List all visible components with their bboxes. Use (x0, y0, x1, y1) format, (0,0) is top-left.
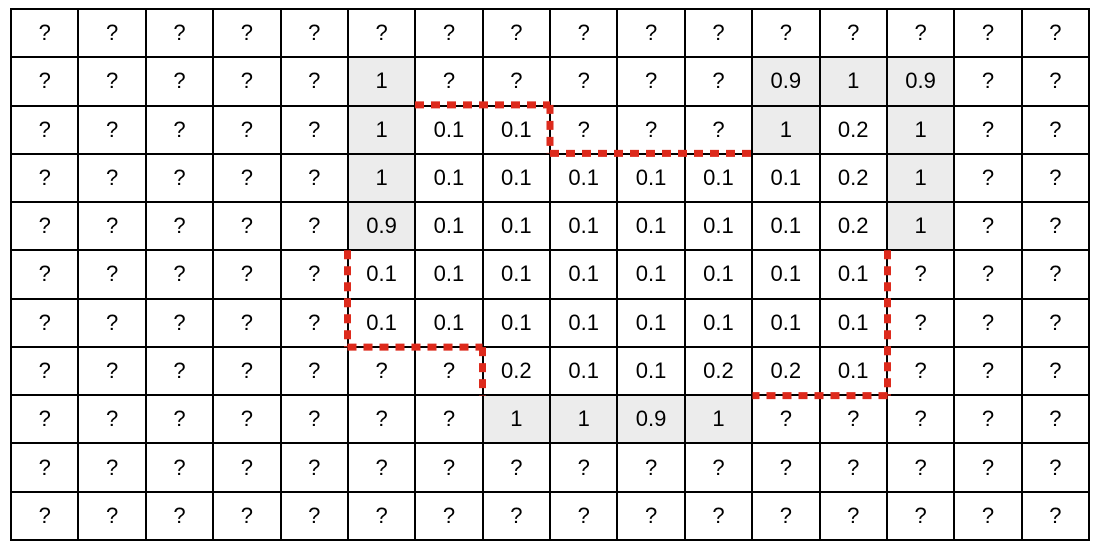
grid-cell: ? (955, 444, 1022, 492)
grid-cell: ? (1023, 203, 1090, 251)
grid-cell: ? (349, 396, 416, 444)
grid-cell: ? (214, 396, 281, 444)
grid-cell: 1 (888, 203, 955, 251)
grid-cell: ? (955, 203, 1022, 251)
grid-cell: ? (214, 58, 281, 106)
grid-cell: ? (888, 396, 955, 444)
grid-cell: ? (282, 396, 349, 444)
grid-cell: ? (888, 300, 955, 348)
grid-cell: ? (753, 10, 820, 58)
grid-cell: ? (821, 493, 888, 541)
grid-cell: ? (214, 300, 281, 348)
grid-cell: ? (214, 10, 281, 58)
grid-cell: 0.1 (484, 251, 551, 299)
grid-cell: 1 (753, 107, 820, 155)
grid-cell: 1 (484, 396, 551, 444)
occupancy-grid-diagram (10, 8, 1090, 541)
grid-cell: ? (955, 10, 1022, 58)
grid-cell: 0.1 (484, 155, 551, 203)
grid-cell: ? (349, 493, 416, 541)
grid-cell: ? (12, 251, 79, 299)
grid-cell: ? (214, 203, 281, 251)
grid-cell: 0.9 (753, 58, 820, 106)
grid-cell: 0.1 (686, 300, 753, 348)
grid-cell: ? (1023, 396, 1090, 444)
grid-cell: ? (79, 251, 146, 299)
grid-cell: ? (416, 493, 483, 541)
grid-cell: ? (551, 107, 618, 155)
grid-cell: ? (686, 58, 753, 106)
grid-cell: ? (955, 251, 1022, 299)
grid-cell: 0.1 (618, 251, 685, 299)
grid-cell: 0.2 (484, 348, 551, 396)
grid-cell: ? (551, 10, 618, 58)
grid-cell: ? (12, 396, 79, 444)
grid-cell: ? (147, 396, 214, 444)
grid-cell: 0.2 (753, 348, 820, 396)
grid-cell: ? (282, 493, 349, 541)
grid-cell: 0.1 (753, 251, 820, 299)
grid-cell: ? (1023, 107, 1090, 155)
grid-cell: 0.1 (753, 300, 820, 348)
grid-cell: ? (484, 58, 551, 106)
grid-cell: 1 (349, 58, 416, 106)
grid-cell: 0.1 (416, 300, 483, 348)
grid-cell: 0.1 (416, 203, 483, 251)
grid-cell: 0.1 (349, 300, 416, 348)
grid-cell: ? (955, 493, 1022, 541)
grid-cell: ? (955, 107, 1022, 155)
grid-cell: ? (821, 396, 888, 444)
grid-cell: 0.1 (821, 300, 888, 348)
grid-cell: 0.9 (888, 58, 955, 106)
grid-cell: 0.1 (618, 300, 685, 348)
grid-cell: ? (214, 155, 281, 203)
grid-cell: 0.2 (821, 155, 888, 203)
grid-cell: ? (484, 444, 551, 492)
grid-cell: 1 (686, 396, 753, 444)
grid-cell: ? (79, 493, 146, 541)
grid-cell: 0.2 (821, 107, 888, 155)
grid-cell: ? (12, 300, 79, 348)
grid-cell: ? (1023, 155, 1090, 203)
grid-cell: ? (12, 203, 79, 251)
grid-cell: ? (147, 348, 214, 396)
grid-cell: 1 (821, 58, 888, 106)
grid-cell: ? (416, 348, 483, 396)
grid-cell: ? (955, 155, 1022, 203)
grid-cell: ? (753, 493, 820, 541)
grid-cell: ? (282, 251, 349, 299)
grid-cell: 0.1 (484, 107, 551, 155)
grid-cell: 0.1 (753, 155, 820, 203)
grid-cell: ? (618, 107, 685, 155)
grid-cell: ? (1023, 444, 1090, 492)
grid-cell: 0.1 (416, 155, 483, 203)
grid-cell: ? (416, 58, 483, 106)
grid-cell: ? (1023, 58, 1090, 106)
grid-cell: ? (1023, 348, 1090, 396)
grid-cell: ? (214, 444, 281, 492)
grid-cell: 0.2 (686, 348, 753, 396)
grid-cell: ? (618, 493, 685, 541)
grid-cell: ? (686, 107, 753, 155)
grid-cell: 0.1 (686, 155, 753, 203)
grid-cell: ? (147, 155, 214, 203)
grid-cell: ? (12, 58, 79, 106)
grid-cell: ? (214, 251, 281, 299)
grid-cell: ? (79, 10, 146, 58)
grid-cell: ? (282, 203, 349, 251)
grid-cell: 0.1 (618, 348, 685, 396)
grid-cell: ? (282, 300, 349, 348)
grid-cell: 0.1 (484, 203, 551, 251)
grid-cell: ? (955, 58, 1022, 106)
grid-cell: ? (349, 348, 416, 396)
grid-cell: 0.9 (349, 203, 416, 251)
grid-cell: ? (484, 10, 551, 58)
grid-cell: 0.1 (821, 251, 888, 299)
grid-cell: ? (282, 444, 349, 492)
grid-cell: ? (147, 300, 214, 348)
grid-cell: ? (753, 396, 820, 444)
grid-cell: ? (1023, 251, 1090, 299)
grid-cell: ? (888, 444, 955, 492)
grid-cell: ? (79, 107, 146, 155)
grid-cell: 0.1 (753, 203, 820, 251)
grid-cell: ? (79, 396, 146, 444)
grid-cell: 0.9 (618, 396, 685, 444)
grid-cell: ? (349, 444, 416, 492)
grid-cell: 0.1 (551, 300, 618, 348)
grid-cell: ? (821, 444, 888, 492)
grid-cell: ? (282, 155, 349, 203)
grid-cell: ? (214, 348, 281, 396)
grid-cell: 1 (888, 107, 955, 155)
grid-cell: ? (147, 58, 214, 106)
grid-cell: ? (147, 10, 214, 58)
grid-cell: ? (888, 10, 955, 58)
grid-cell: ? (1023, 10, 1090, 58)
grid-cell: 0.1 (821, 348, 888, 396)
grid-cell: ? (416, 10, 483, 58)
grid-cell: ? (147, 493, 214, 541)
grid-cell: ? (79, 348, 146, 396)
grid-cell: ? (551, 58, 618, 106)
grid-cell: ? (79, 155, 146, 203)
grid-cell: ? (416, 396, 483, 444)
grid-cell: ? (821, 10, 888, 58)
grid-cell: ? (12, 348, 79, 396)
grid-cell: 1 (551, 396, 618, 444)
grid-cell: ? (147, 203, 214, 251)
grid-cell: ? (147, 444, 214, 492)
grid-cell: ? (1023, 300, 1090, 348)
grid-cell: ? (753, 444, 820, 492)
grid-cell: ? (79, 300, 146, 348)
grid-cell: ? (147, 107, 214, 155)
grid-cell: ? (282, 348, 349, 396)
grid-cell: ? (551, 444, 618, 492)
grid-cell: ? (888, 348, 955, 396)
grid-cell: 0.1 (618, 203, 685, 251)
grid-cell: ? (282, 10, 349, 58)
grid-cell: 0.1 (484, 300, 551, 348)
grid-cell: ? (214, 493, 281, 541)
grid-cell: ? (79, 58, 146, 106)
grid-cell: 0.1 (551, 203, 618, 251)
grid-cell: ? (888, 251, 955, 299)
grid-cell: ? (282, 58, 349, 106)
grid-cell: 1 (888, 155, 955, 203)
grid-cell: ? (12, 493, 79, 541)
grid-cell: ? (147, 251, 214, 299)
grid-cell: ? (955, 348, 1022, 396)
grid-cell: 0.1 (618, 155, 685, 203)
grid-cell: ? (349, 10, 416, 58)
grid-cell: 0.1 (416, 107, 483, 155)
grid-cell: 0.1 (551, 155, 618, 203)
grid-cell: ? (888, 493, 955, 541)
grid-cell: ? (282, 107, 349, 155)
grid-cell: ? (214, 107, 281, 155)
grid-cell: ? (12, 10, 79, 58)
grid-cell: ? (416, 444, 483, 492)
grid-cell: ? (618, 10, 685, 58)
grid-cell: 0.1 (686, 203, 753, 251)
grid-cell: ? (618, 58, 685, 106)
grid-cell: 0.2 (821, 203, 888, 251)
probability-grid (10, 8, 1090, 541)
grid-cell: ? (79, 444, 146, 492)
grid-cell: ? (79, 203, 146, 251)
grid-cell: 1 (349, 107, 416, 155)
grid-cell: ? (12, 155, 79, 203)
grid-cell: 0.1 (551, 251, 618, 299)
grid-cell: ? (12, 107, 79, 155)
grid-cell: ? (686, 493, 753, 541)
grid-cell: 0.1 (686, 251, 753, 299)
grid-cell: ? (686, 10, 753, 58)
grid-cell: ? (12, 444, 79, 492)
grid-cell: 0.1 (416, 251, 483, 299)
grid-cell: ? (484, 493, 551, 541)
grid-cell: ? (955, 300, 1022, 348)
grid-cell: ? (955, 396, 1022, 444)
grid-cell: ? (1023, 493, 1090, 541)
grid-cell: 0.1 (349, 251, 416, 299)
grid-cell: ? (551, 493, 618, 541)
grid-cell: 0.1 (551, 348, 618, 396)
grid-cell: ? (618, 444, 685, 492)
grid-cell: ? (686, 444, 753, 492)
grid-cell: 1 (349, 155, 416, 203)
